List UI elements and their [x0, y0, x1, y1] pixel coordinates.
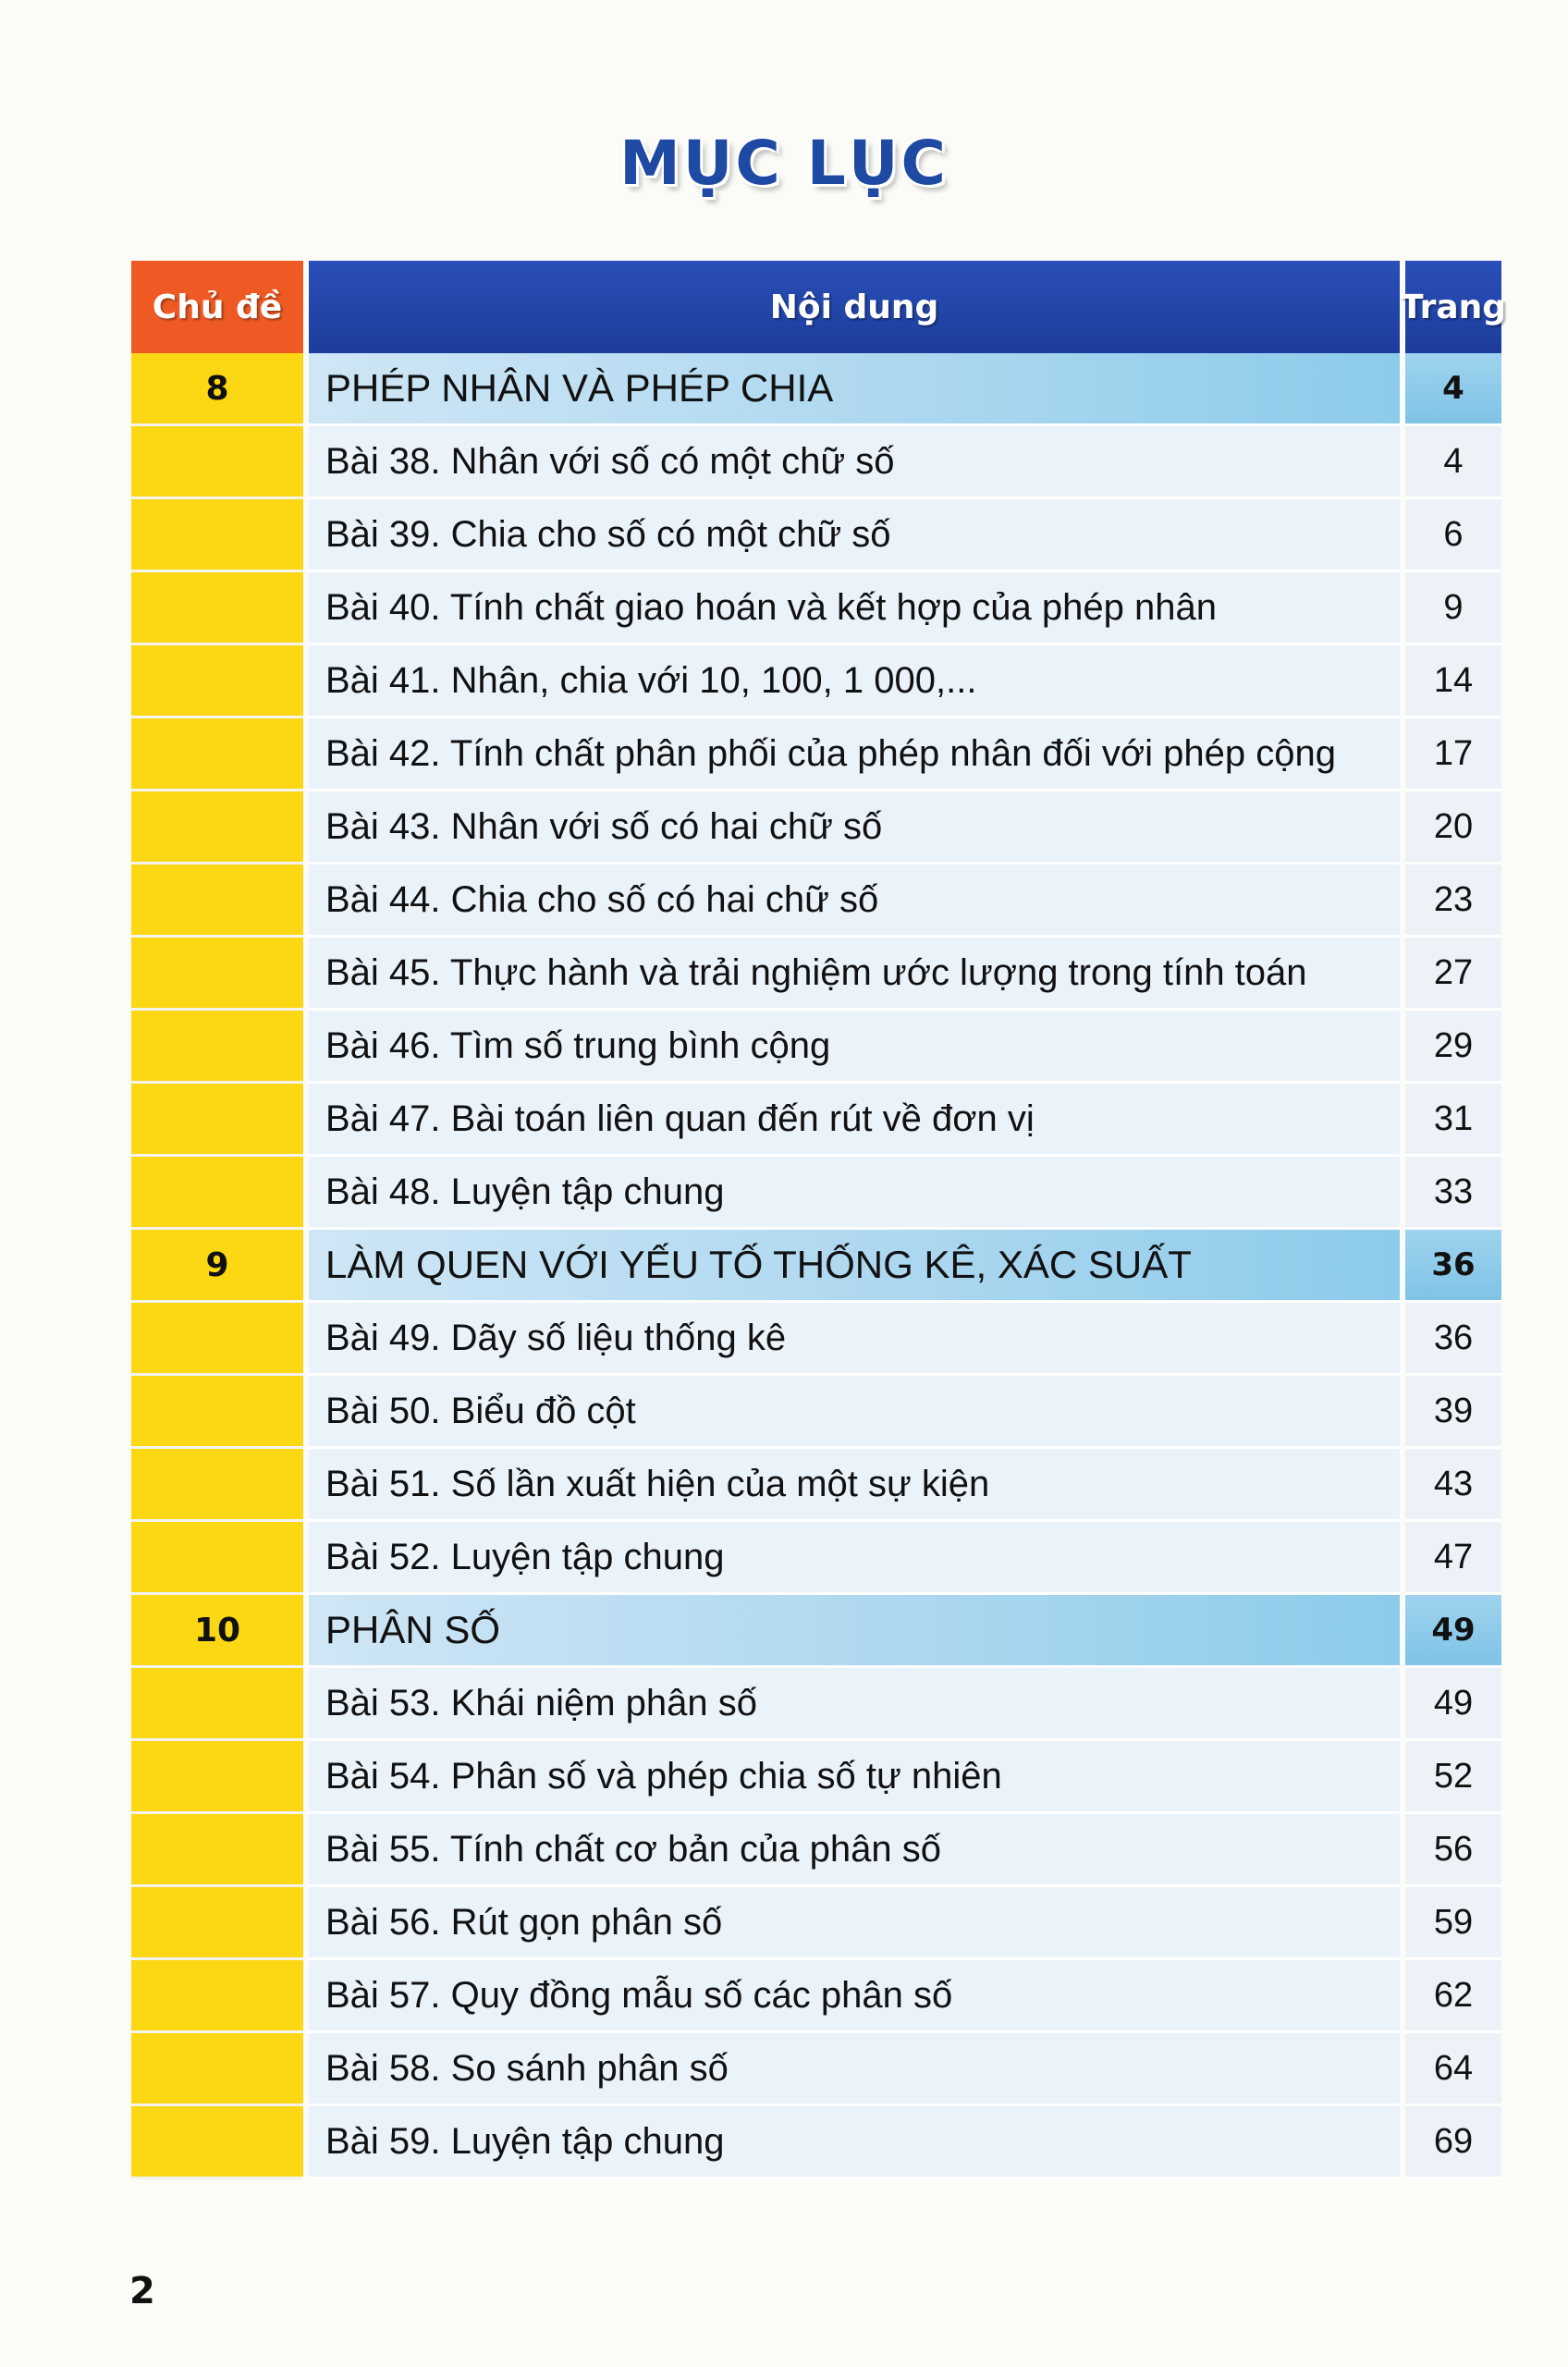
topic-number-cell [131, 1084, 303, 1157]
page-number-cell: 4 [1405, 426, 1501, 499]
lesson-row [131, 1011, 1501, 1084]
topic-number-cell [131, 1449, 303, 1522]
topic-number-cell [131, 2106, 303, 2179]
lesson-row [131, 1084, 1501, 1157]
topic-title-cell: PHÂN SỐ [309, 1595, 1400, 1668]
page-number-cell: 36 [1405, 1230, 1501, 1303]
lesson-row [131, 499, 1501, 572]
page-number-cell: 69 [1405, 2106, 1501, 2179]
page-number-cell: 14 [1405, 645, 1501, 718]
lesson-title-cell: Bài 43. Nhân với số có hai chữ số [309, 791, 1400, 865]
lesson-row [131, 2033, 1501, 2106]
lesson-row [131, 1814, 1501, 1887]
topic-row [131, 353, 1501, 426]
table-header [131, 261, 1507, 353]
topic-number-cell: 8 [131, 353, 303, 426]
lesson-row [131, 426, 1501, 499]
page-number-cell: 9 [1405, 572, 1501, 645]
header-page: Trang [1405, 261, 1501, 353]
lesson-row [131, 1960, 1501, 2033]
topic-number-cell: 10 [131, 1595, 303, 1668]
lesson-row [131, 718, 1501, 791]
page-number-cell: 64 [1405, 2033, 1501, 2106]
topic-number-cell [131, 1376, 303, 1449]
topic-number-cell [131, 1668, 303, 1741]
lesson-title-cell: Bài 47. Bài toán liên quan đến rút về đơn vị [309, 1084, 1400, 1157]
page-number-cell: 20 [1405, 791, 1501, 865]
lesson-row [131, 865, 1501, 938]
page-number-cell: 36 [1405, 1303, 1501, 1376]
topic-number-cell [131, 1303, 303, 1376]
lesson-row [131, 1376, 1501, 1449]
topic-number-cell [131, 1960, 303, 2033]
lesson-row [131, 1741, 1501, 1814]
topic-number-cell [131, 572, 303, 645]
page-number-cell: 4 [1405, 353, 1501, 426]
page-title: MỤC LỤC [619, 128, 949, 199]
page-number-cell: 17 [1405, 718, 1501, 791]
topic-number-cell [131, 1157, 303, 1230]
lesson-title-cell: Bài 39. Chia cho số có một chữ số [309, 499, 1400, 572]
lesson-row [131, 1887, 1501, 1960]
page-number-cell: 49 [1405, 1668, 1501, 1741]
table-body [131, 353, 1501, 2179]
lesson-title-cell: Bài 52. Luyện tập chung [309, 1522, 1400, 1595]
page-number-cell: 59 [1405, 1887, 1501, 1960]
table-of-contents [131, 261, 1507, 2179]
topic-number-cell [131, 1522, 303, 1595]
page-number-cell: 33 [1405, 1157, 1501, 1230]
lesson-title-cell: Bài 45. Thực hành và trải nghiệm ước lượng trong tính toán [309, 938, 1400, 1011]
topic-number-cell [131, 938, 303, 1011]
topic-title-cell: LÀM QUEN VỚI YẾU TỐ THỐNG KÊ, XÁC SUẤT [309, 1230, 1400, 1303]
lesson-title-cell: Bài 54. Phân số và phép chia số tự nhiên [309, 1741, 1400, 1814]
topic-row [131, 1595, 1501, 1668]
page-number-cell: 52 [1405, 1741, 1501, 1814]
lesson-title-cell: Bài 59. Luyện tập chung [309, 2106, 1400, 2179]
page-number-cell: 47 [1405, 1522, 1501, 1595]
lesson-row [131, 2106, 1501, 2179]
lesson-title-cell: Bài 50. Biểu đồ cột [309, 1376, 1400, 1449]
page-number-cell: 29 [1405, 1011, 1501, 1084]
topic-number-cell [131, 2033, 303, 2106]
lesson-row [131, 1668, 1501, 1741]
lesson-row [131, 1157, 1501, 1230]
page-number-cell: 62 [1405, 1960, 1501, 2033]
topic-number-cell: 9 [131, 1230, 303, 1303]
lesson-row [131, 572, 1501, 645]
lesson-title-cell: Bài 40. Tính chất giao hoán và kết hợp của phép nhân [309, 572, 1400, 645]
page-number-cell: 31 [1405, 1084, 1501, 1157]
lesson-title-cell: Bài 57. Quy đồng mẫu số các phân số [309, 1960, 1400, 2033]
lesson-title-cell: Bài 53. Khái niệm phân số [309, 1668, 1400, 1741]
page-number-cell: 49 [1405, 1595, 1501, 1668]
page-number: 2 [129, 2270, 155, 2312]
lesson-title-cell: Bài 56. Rút gọn phân số [309, 1887, 1400, 1960]
page-number-cell: 27 [1405, 938, 1501, 1011]
lesson-title-cell: Bài 55. Tính chất cơ bản của phân số [309, 1814, 1400, 1887]
lesson-title-cell: Bài 41. Nhân, chia với 10, 100, 1 000,... [309, 645, 1400, 718]
topic-number-cell [131, 1887, 303, 1960]
topic-number-cell [131, 426, 303, 499]
lesson-title-cell: Bài 51. Số lần xuất hiện của một sự kiện [309, 1449, 1400, 1522]
page-number-cell: 56 [1405, 1814, 1501, 1887]
topic-number-cell [131, 718, 303, 791]
lesson-title-cell: Bài 42. Tính chất phân phối của phép nhân đối với phép cộng [309, 718, 1400, 791]
topic-number-cell [131, 791, 303, 865]
topic-number-cell [131, 865, 303, 938]
topic-number-cell [131, 1741, 303, 1814]
topic-number-cell [131, 1814, 303, 1887]
header-content: Nội dung [309, 261, 1400, 353]
page-number-cell: 23 [1405, 865, 1501, 938]
page-number-cell: 6 [1405, 499, 1501, 572]
lesson-title-cell: Bài 58. So sánh phân số [309, 2033, 1400, 2106]
topic-number-cell [131, 1011, 303, 1084]
lesson-row [131, 1522, 1501, 1595]
lesson-row [131, 1449, 1501, 1522]
lesson-row [131, 645, 1501, 718]
topic-row [131, 1230, 1501, 1303]
lesson-title-cell: Bài 46. Tìm số trung bình cộng [309, 1011, 1400, 1084]
topic-number-cell [131, 645, 303, 718]
topic-number-cell [131, 499, 303, 572]
lesson-title-cell: Bài 48. Luyện tập chung [309, 1157, 1400, 1230]
lesson-row [131, 1303, 1501, 1376]
lesson-title-cell: Bài 49. Dãy số liệu thống kê [309, 1303, 1400, 1376]
page-number-cell: 43 [1405, 1449, 1501, 1522]
lesson-title-cell: Bài 44. Chia cho số có hai chữ số [309, 865, 1400, 938]
topic-title-cell: PHÉP NHÂN VÀ PHÉP CHIA [309, 353, 1400, 426]
lesson-row [131, 938, 1501, 1011]
lesson-row [131, 791, 1501, 865]
lesson-title-cell: Bài 38. Nhân với số có một chữ số [309, 426, 1400, 499]
page-number-cell: 39 [1405, 1376, 1501, 1449]
header-topic: Chủ đề [131, 261, 303, 353]
